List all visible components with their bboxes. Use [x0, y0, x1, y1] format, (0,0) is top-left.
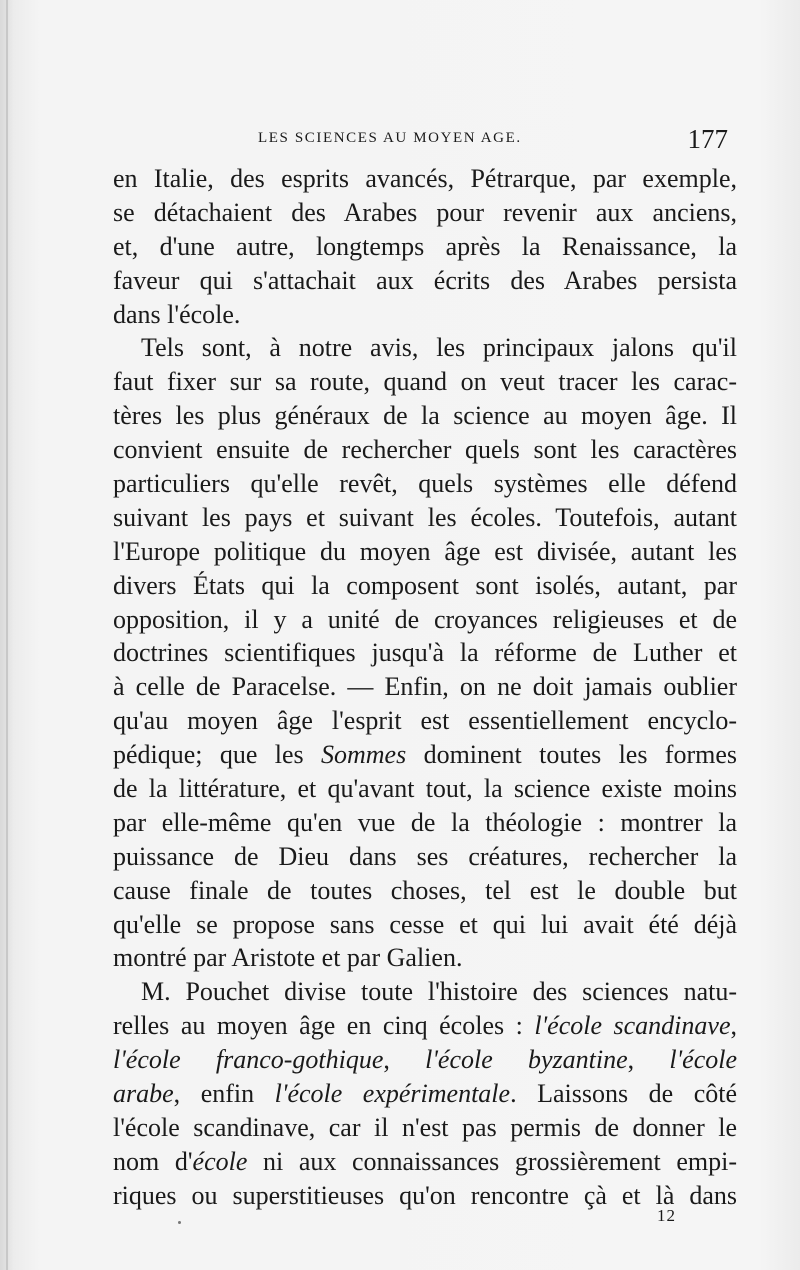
text-line: M. Pouchet divise toute l'histoire des sciences natu-	[141, 977, 737, 1007]
text-line: Tels sont, à notre avis, les principaux jalons qu'il	[141, 333, 737, 363]
text-line: nom d'école ni aux connaissances grossièrement empi-	[113, 1146, 737, 1176]
text-line: montré par Aristote et par Galien.	[113, 943, 463, 973]
text-line: faut fixer sur sa route, quand on veut tracer les carac-	[113, 367, 737, 397]
text-line: particuliers qu'elle revêt, quels systèmes elle défend	[113, 469, 737, 499]
text-line: et, d'une autre, longtemps après la Renaissance, la	[113, 231, 737, 261]
body-text	[113, 162, 737, 1213]
text-line: riques ou superstitieuses qu'on rencontre çà et là dans	[113, 1180, 737, 1210]
ink-speck	[178, 1221, 181, 1224]
text-line: l'Europe politique du moyen âge est divisée, autant les	[113, 536, 737, 566]
text-line: divers États qui la composent sont isolés, autant, par	[113, 570, 737, 600]
page-binding-edge	[6, 0, 8, 1270]
text-line: à celle de Paracelse. — Enfin, on ne doit jamais oublier	[113, 672, 737, 702]
text-line: suivant les pays et suivant les écoles. Toutefois, autant	[113, 502, 737, 532]
text-line: relles au moyen âge en cinq écoles : l'école scandinave,	[113, 1011, 737, 1041]
signature-mark: 12	[657, 1206, 676, 1225]
text-line: l'école scandinave, car il n'est pas permis de donner le	[113, 1112, 737, 1142]
running-head	[258, 124, 728, 154]
running-title: LES SCIENCES AU MOYEN AGE.	[258, 130, 522, 146]
text-line: convient ensuite de rechercher quels sont les caractères	[113, 435, 737, 465]
text-line: en Italie, des esprits avancés, Pétrarque, par exemple,	[113, 164, 737, 193]
text-line: puissance de Dieu dans ses créatures, rechercher la	[113, 841, 737, 871]
text-line: par elle-même qu'en vue de la théologie : montrer la	[113, 807, 737, 837]
text-line: faveur qui s'attachait aux écrits des Arabes persista	[113, 265, 737, 295]
text-line: dans l'école.	[113, 299, 241, 329]
text-line: de la littérature, et qu'avant tout, la science existe moins	[113, 774, 737, 804]
text-line: qu'au moyen âge l'esprit est essentiellement encyclo-	[113, 706, 737, 736]
text-line: opposition, il y a unité de croyances religieuses et de	[113, 604, 737, 634]
text-line: doctrines scientifiques jusqu'à la réforme de Luther et	[113, 638, 737, 668]
text-line: se détachaient des Arabes pour revenir aux anciens,	[113, 197, 737, 227]
text-line: tères les plus généraux de la science au moyen âge. Il	[113, 401, 737, 431]
text-line: cause finale de toutes choses, tel est le double but	[113, 875, 737, 905]
page-number: 177	[687, 124, 728, 154]
text-line: pédique; que les Sommes dominent toutes les formes	[113, 740, 737, 770]
text-line: l'école franco-gothique, l'école byzantine, l'école	[113, 1045, 738, 1075]
text-line: arabe, enfin l'école expérimentale. Laissons de côté	[113, 1079, 738, 1109]
text-line: qu'elle se propose sans cesse et qui lui avait été déjà	[113, 909, 737, 939]
